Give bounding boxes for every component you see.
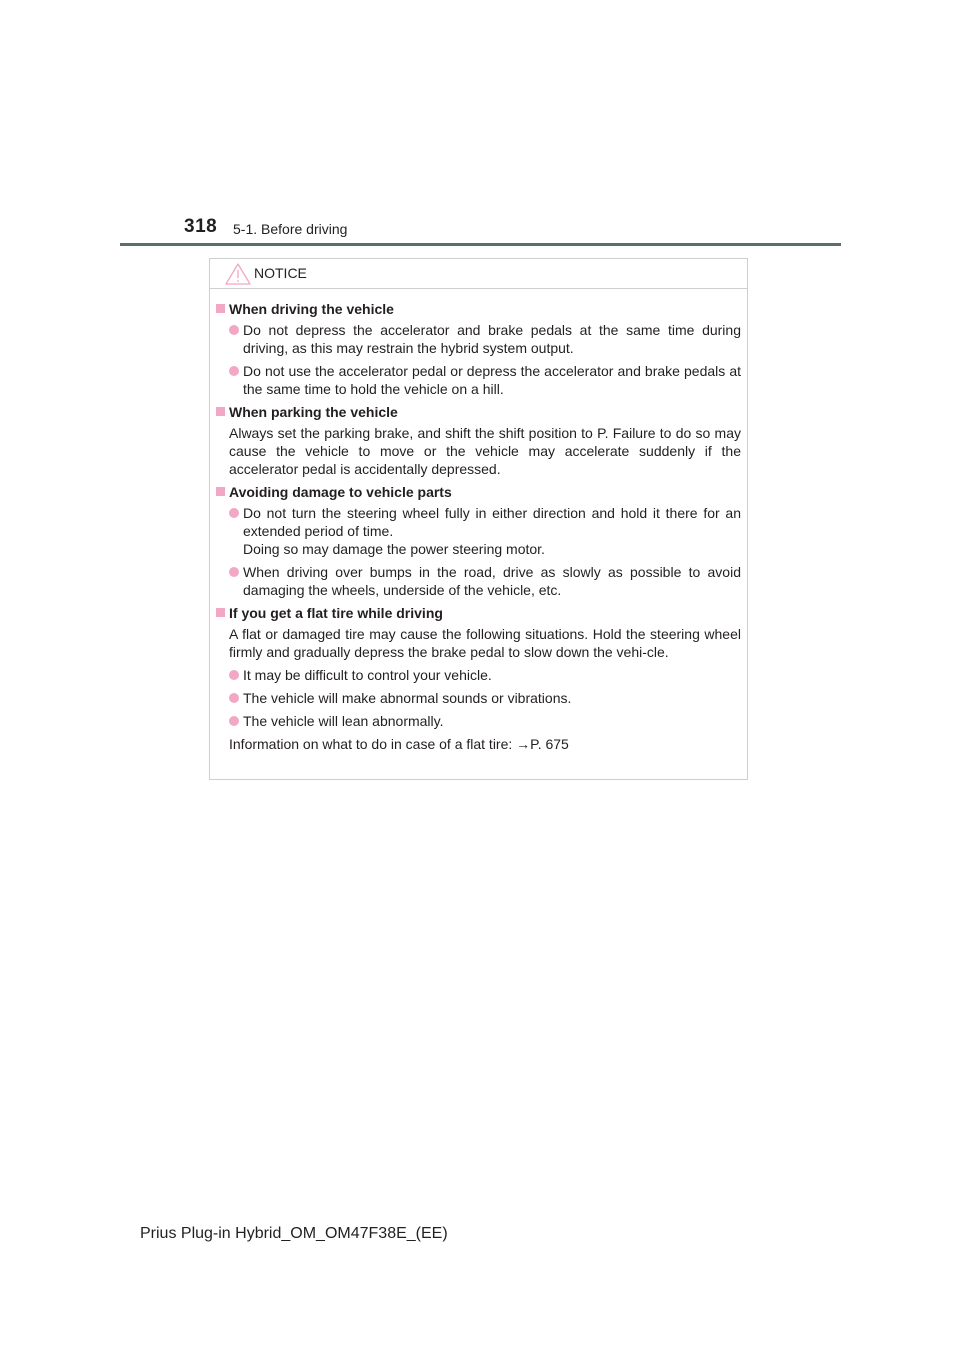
notice-text: Do not turn the steering wheel fully in either direction and hold it there for an extended period of time. Doing so may damage the power steering motor.: [243, 505, 741, 557]
notice-text: The vehicle will lean abnormally.: [243, 713, 444, 729]
warning-icon: [225, 263, 251, 285]
circle-bullet-icon: [229, 693, 239, 703]
notice-body: [210, 289, 747, 753]
square-bullet-icon: [216, 487, 225, 496]
square-bullet-icon: [216, 304, 225, 313]
notice-box: [209, 258, 748, 780]
notice-bullet-item: [215, 563, 741, 599]
notice-bullet-item: [215, 689, 741, 707]
notice-text: It may be difficult to control your vehicle.: [243, 667, 492, 683]
square-bullet-icon: [216, 407, 225, 416]
notice-text: Do not depress the accelerator and brake pedals at the same time during driving, as this may restrain the hybrid system output.: [243, 322, 741, 356]
notice-text: Information on what to do in case of a flat tire: →P. 675: [229, 736, 569, 752]
notice-heading: [215, 403, 741, 421]
notice-text: Always set the parking brake, and shift the shift position to P. Failure to do so may cause the vehicle to move or the vehicle may accelerate suddenly if the accelerator pedal is accidentally depressed.: [229, 425, 741, 477]
notice-bullet-item: [215, 321, 741, 357]
notice-bullet-item: [215, 504, 741, 558]
circle-bullet-icon: [229, 508, 239, 518]
notice-text: If you get a flat tire while driving: [229, 605, 443, 621]
notice-text: When parking the vehicle: [229, 404, 398, 420]
circle-bullet-icon: [229, 325, 239, 335]
page-number: 318: [184, 216, 218, 237]
notice-text: The vehicle will make abnormal sounds or vibrations.: [243, 690, 572, 706]
notice-heading: [215, 300, 741, 318]
circle-bullet-icon: [229, 716, 239, 726]
notice-paragraph: [215, 735, 741, 753]
notice-paragraph: [215, 625, 741, 661]
notice-heading: [215, 483, 741, 501]
section-title: 5-1. Before driving: [233, 221, 348, 237]
notice-paragraph: [215, 424, 741, 478]
circle-bullet-icon: [229, 670, 239, 680]
footer-doc-id: Prius Plug-in Hybrid_OM_OM47F38E_(EE): [140, 1225, 448, 1242]
header-rule: [120, 243, 841, 246]
notice-text: A flat or damaged tire may cause the following situations. Hold the steering wheel firmly and gradually depress the brake pedal to slow down the vehi-cle.: [229, 626, 741, 660]
notice-label: NOTICE: [254, 265, 307, 281]
notice-header: [210, 259, 747, 289]
notice-bullet-item: [215, 666, 741, 684]
square-bullet-icon: [216, 608, 225, 617]
circle-bullet-icon: [229, 366, 239, 376]
notice-bullet-item: [215, 362, 741, 398]
notice-heading: [215, 604, 741, 622]
notice-text: When driving the vehicle: [229, 301, 394, 317]
notice-text: Avoiding damage to vehicle parts: [229, 484, 452, 500]
notice-bullet-item: [215, 712, 741, 730]
notice-text: When driving over bumps in the road, drive as slowly as possible to avoid damaging the wheels, underside of the vehicle, etc.: [243, 564, 741, 598]
circle-bullet-icon: [229, 567, 239, 577]
notice-text: Do not use the accelerator pedal or depress the accelerator and brake pedals at the same time to hold the vehicle on a hill.: [243, 363, 741, 397]
